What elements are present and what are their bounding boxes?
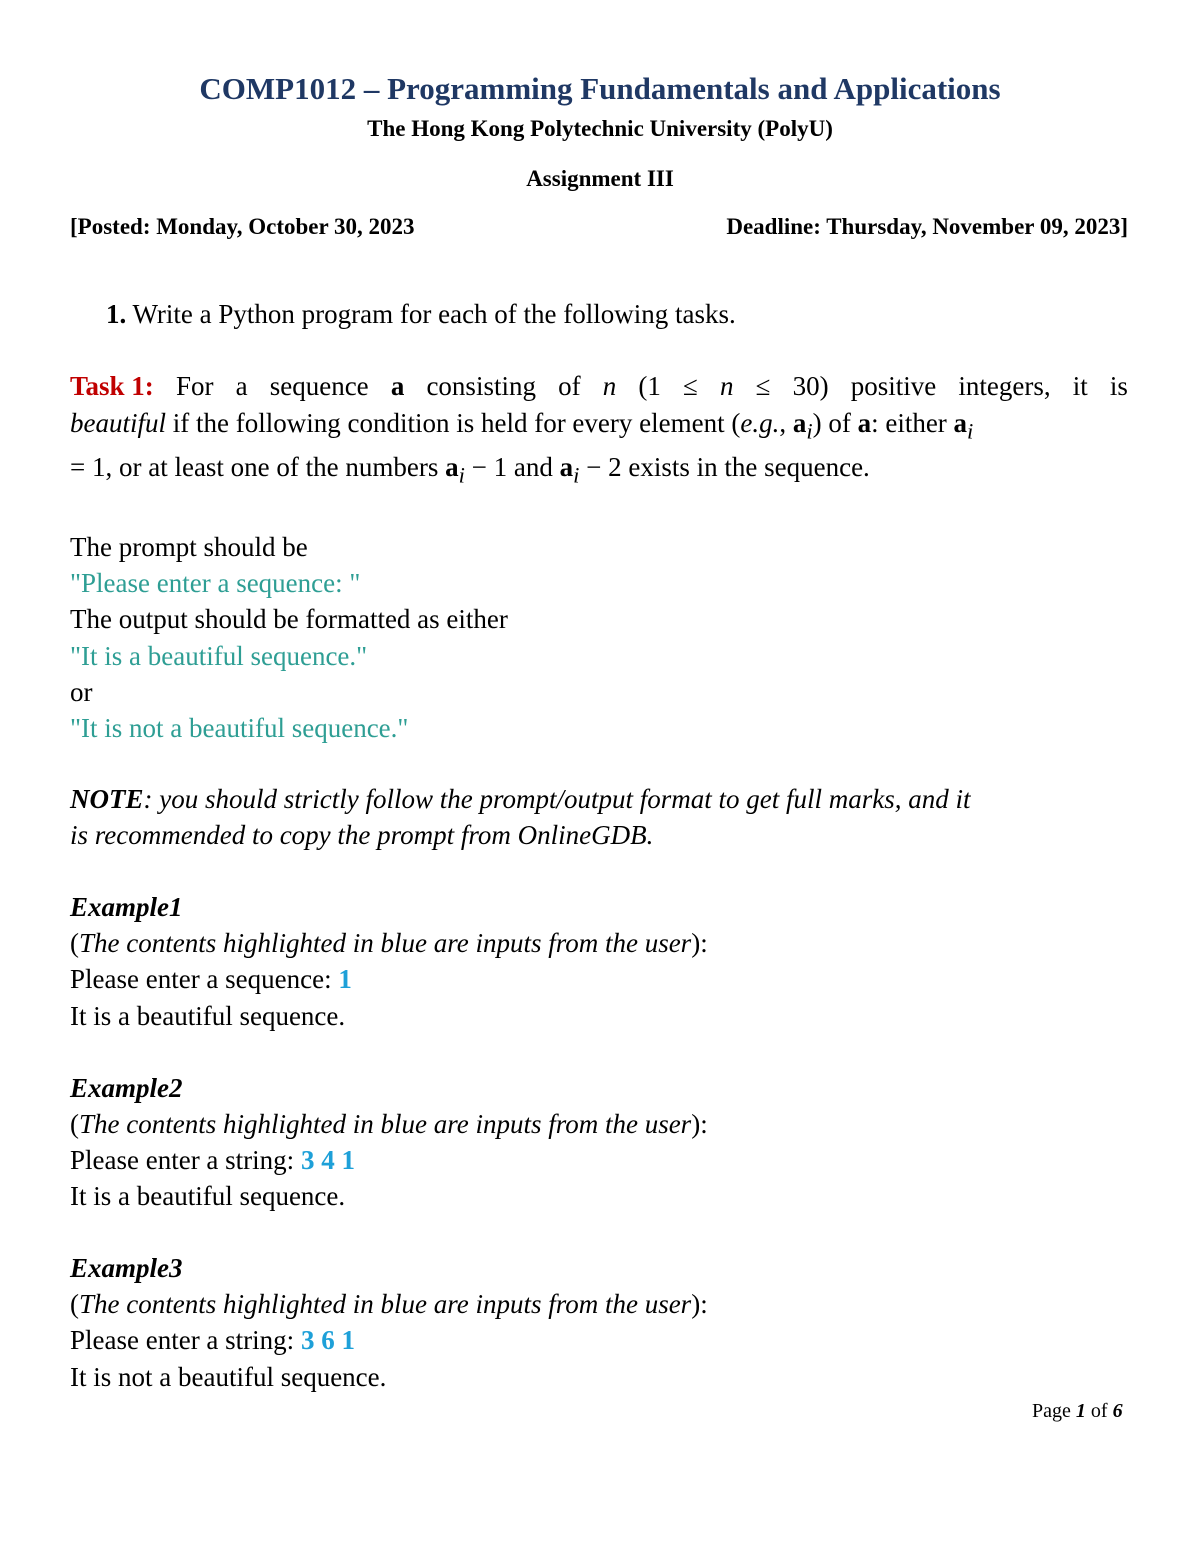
task1-beautiful: beautiful bbox=[70, 408, 166, 438]
task1-word-italic: n bbox=[720, 371, 734, 401]
example-prompt-line bbox=[70, 965, 352, 995]
paren: ): bbox=[691, 1109, 708, 1139]
example-title bbox=[70, 893, 183, 923]
prompt-intro: The prompt should be bbox=[70, 532, 308, 562]
task1-word: consisting bbox=[426, 371, 536, 401]
example-user-input: 1 bbox=[338, 964, 352, 994]
task1-text: ) of bbox=[812, 408, 858, 438]
paren: ( bbox=[70, 1289, 79, 1319]
page-number bbox=[1032, 1400, 1123, 1422]
task1-word: positive bbox=[850, 371, 937, 401]
example-note-text: The contents highlighted in blue are inputs from the user bbox=[79, 1289, 692, 1319]
task1-word: ≤ bbox=[755, 371, 771, 401]
task1-subscript: i bbox=[573, 462, 580, 488]
example-note bbox=[70, 1110, 708, 1140]
example-title bbox=[70, 1074, 183, 1104]
task1-word: ≤ bbox=[683, 371, 698, 401]
or-text: or bbox=[70, 677, 93, 707]
page-word: Page bbox=[1032, 1400, 1076, 1422]
university-name: The Hong Kong Polytechnic University (PolyU) bbox=[367, 116, 833, 141]
task1-text: if the following condition is held for every element ( bbox=[166, 408, 741, 438]
example-prompt: Please enter a string: bbox=[70, 1145, 301, 1175]
example-note bbox=[70, 929, 708, 959]
task1-word: integers, bbox=[958, 371, 1051, 401]
task1-text: − 2 exists in the sequence. bbox=[579, 452, 870, 482]
task1-word: (1 bbox=[638, 371, 661, 401]
note-text: : you should strictly follow the prompt/output format to get full marks, and it bbox=[143, 784, 971, 814]
task1-ai: a bbox=[792, 408, 807, 438]
task1-text: , bbox=[779, 408, 793, 438]
example-prompt-line bbox=[70, 1326, 355, 1356]
example-heading: Example1 bbox=[70, 892, 183, 922]
paren: ( bbox=[70, 1109, 79, 1139]
example-note-text: The contents highlighted in blue are inputs from the user bbox=[79, 928, 692, 958]
note-label: NOTE bbox=[70, 784, 144, 814]
example-user-input: 3 4 1 bbox=[300, 1145, 355, 1175]
question-text: Write a Python program for each of the following tasks. bbox=[132, 299, 736, 329]
example-output: It is a beautiful sequence. bbox=[70, 1181, 346, 1211]
output-string-2: "It is not a beautiful sequence." bbox=[70, 713, 409, 743]
example-note-text: The contents highlighted in blue are inputs from the user bbox=[79, 1109, 692, 1139]
example-prompt: Please enter a string: bbox=[70, 1325, 301, 1355]
paren: ( bbox=[70, 928, 79, 958]
task1-a: a bbox=[857, 408, 872, 438]
task1-label: Task 1: bbox=[70, 371, 154, 401]
example-output: It is a beautiful sequence. bbox=[70, 1001, 346, 1031]
course-title: COMP1012 – Programming Fundamentals and Applications bbox=[199, 71, 1001, 106]
task1-word: of bbox=[558, 371, 581, 401]
task1-subscript: i bbox=[806, 418, 813, 444]
page-current: 1 bbox=[1075, 1400, 1086, 1422]
task1-ai: a bbox=[445, 452, 459, 482]
task1-ai: a bbox=[953, 408, 968, 438]
output-intro: The output should be formatted as either bbox=[70, 604, 508, 634]
task1-text: = 1, or at least one of the numbers bbox=[70, 452, 446, 482]
example-prompt: Please enter a sequence: bbox=[70, 964, 339, 994]
task1-word-italic: n bbox=[602, 371, 617, 401]
task1-word: it bbox=[1072, 371, 1088, 401]
task1-line2 bbox=[70, 409, 1128, 444]
paren: ): bbox=[691, 928, 708, 958]
example-prompt-line bbox=[70, 1146, 355, 1176]
task1-line1 bbox=[70, 372, 1128, 402]
task1-word: a bbox=[235, 371, 248, 401]
example-note bbox=[70, 1290, 708, 1320]
task1-word-bold: a bbox=[390, 371, 405, 401]
note-text: is recommended to copy the prompt from OnlineGDB. bbox=[70, 820, 654, 850]
prompt-string: "Please enter a sequence: " bbox=[70, 568, 361, 598]
example-user-input: 3 6 1 bbox=[300, 1325, 355, 1355]
task1-eg: e.g. bbox=[740, 408, 780, 438]
question-number: 1. bbox=[106, 299, 127, 329]
page-total: 6 bbox=[1112, 1400, 1123, 1422]
task1-text: − 1 and bbox=[464, 452, 560, 482]
task1-subscript: i bbox=[967, 418, 974, 444]
output-string-1: "It is a beautiful sequence." bbox=[70, 641, 368, 671]
example-output: It is not a beautiful sequence. bbox=[70, 1362, 387, 1392]
note-line-1 bbox=[70, 785, 970, 815]
task1-line3 bbox=[70, 453, 870, 488]
question-line bbox=[106, 300, 736, 330]
task1-ai: a bbox=[559, 452, 574, 482]
task1-word: sequence bbox=[269, 371, 369, 401]
assignment-title: Assignment III bbox=[526, 166, 674, 191]
task1-word: is bbox=[1109, 371, 1128, 401]
task1-text: : either bbox=[871, 408, 954, 438]
page-of: of bbox=[1085, 1400, 1113, 1422]
paren: ): bbox=[691, 1289, 708, 1319]
task1-word: For bbox=[175, 371, 214, 401]
example-heading: Example2 bbox=[70, 1073, 183, 1103]
example-heading: Example3 bbox=[70, 1253, 183, 1283]
date-line bbox=[70, 214, 1128, 239]
task1-word: 30) bbox=[792, 371, 829, 401]
task1-subscript: i bbox=[458, 462, 465, 488]
posted-date: [Posted: Monday, October 30, 2023 bbox=[70, 214, 415, 239]
deadline-date: Deadline: Thursday, November 09, 2023] bbox=[726, 214, 1128, 239]
note-line-2 bbox=[70, 821, 653, 851]
example-title bbox=[70, 1254, 183, 1284]
